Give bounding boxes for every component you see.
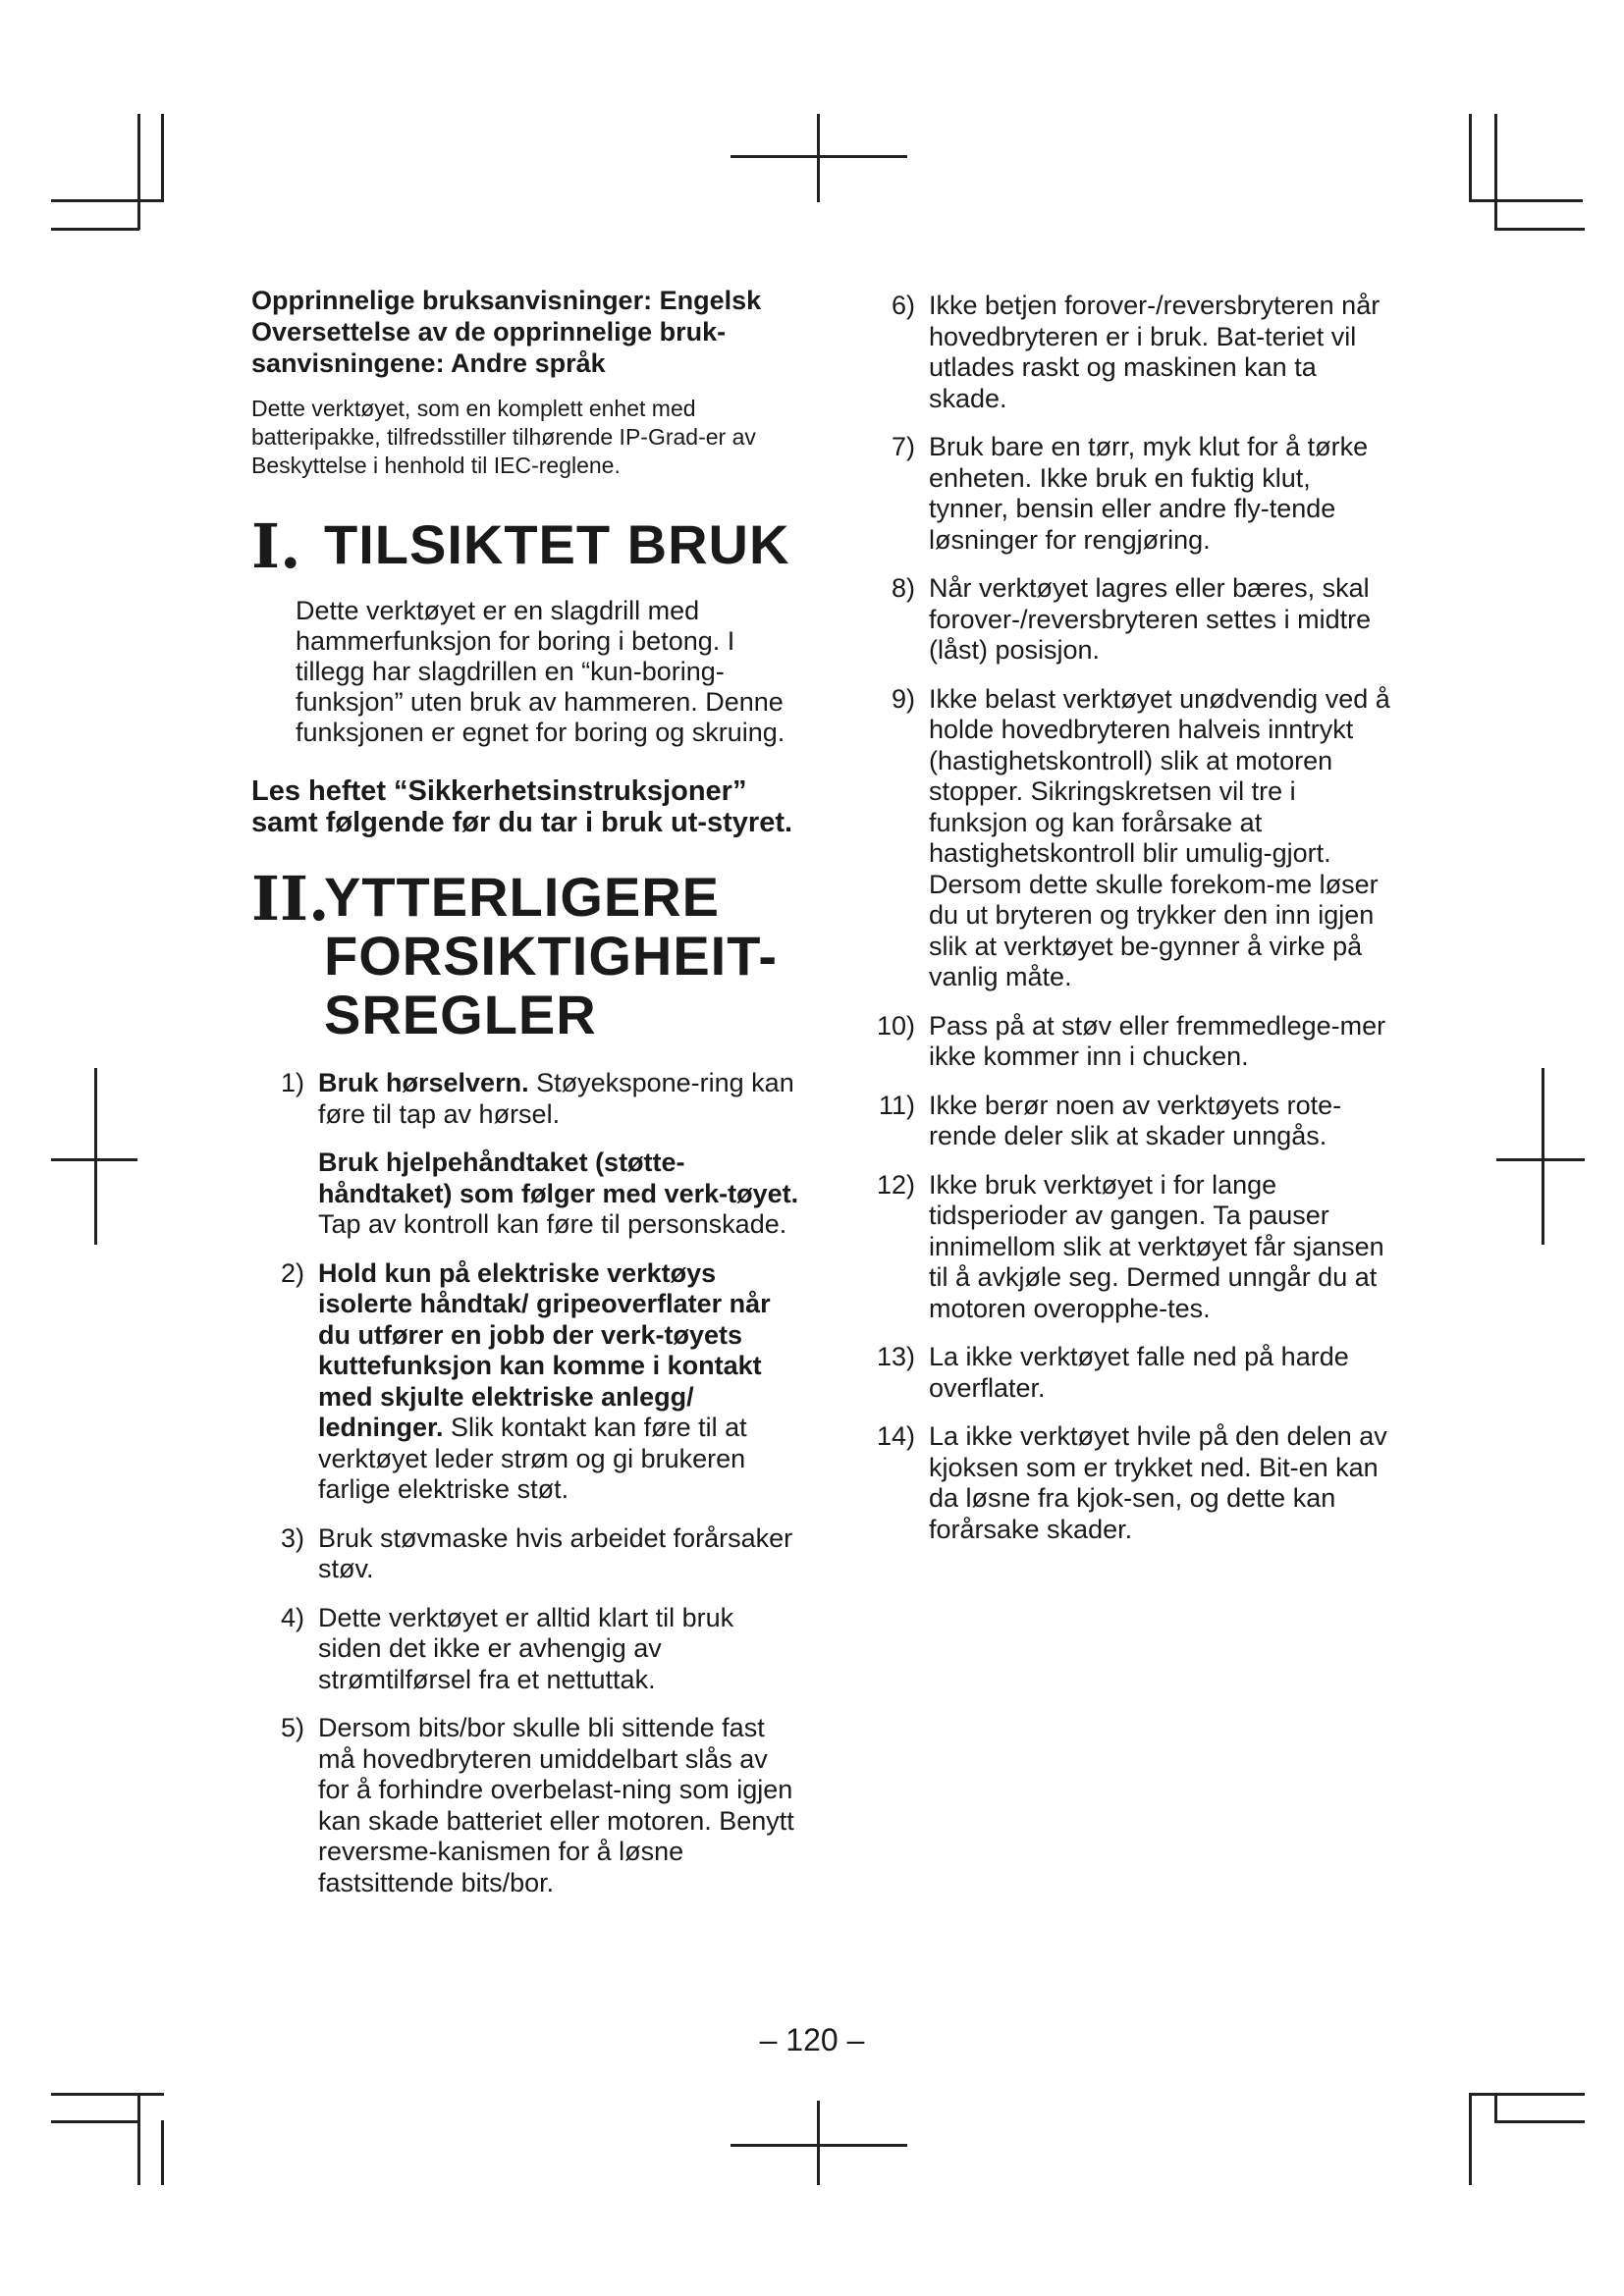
registration-mark xyxy=(1542,1068,1544,1245)
header-line: Opprinnelige bruksanvisninger: Engelsk xyxy=(251,286,762,315)
item-number: 8) xyxy=(891,573,915,603)
crop-mark xyxy=(1494,114,1497,230)
crop-mark xyxy=(161,114,164,202)
section-title: TILSIKTET BRUK xyxy=(324,513,790,575)
item-number: 4) xyxy=(280,1602,304,1632)
section-heading-precautions xyxy=(251,863,801,1045)
crop-mark xyxy=(1494,2120,1585,2123)
list-item xyxy=(860,573,1390,667)
registration-mark xyxy=(1496,1158,1585,1161)
item-number: 6) xyxy=(891,291,915,320)
intro-paragraph: Dette verktøyet, som en komplett enhet med batteripakke, tilfredsstiller tilhørende IP-Grad-er av Beskyttelse i henhold til IEC-reglene. xyxy=(251,396,756,478)
item-text: Ikke belast verktøyet unødvendig ved å holde hovedbryteren halveis inntrykt (hastighetskontroll) slik at motoren stopper. Sikringskretsen vil tre i funksjon og kan forårsake at hastighetskontroll blir umulig-gjort. Dersom dette skulle forekom-me løser du ut bryteren og trykker den inn igjen slik at verktøyet be-gynner å virke på vanlig måte. xyxy=(929,683,1390,991)
crop-mark xyxy=(1469,2093,1472,2185)
item-text: Ikke bruk verktøyet i for lange tidsperioder av gangen. Ta pauser innimellom slik at verktøyet får sjansen til å avkjøle seg. Dermed unngår du at motoren overopphe-tes. xyxy=(929,1169,1384,1323)
section-numeral: II. xyxy=(251,863,330,934)
crop-mark xyxy=(1494,228,1585,231)
title-line: YTTERLIGERE xyxy=(324,866,721,928)
list-item xyxy=(860,1421,1390,1545)
item-lead: Bruk hjelpehåndtaket (støtte-håndtaket) som følger med verk-tøyet. xyxy=(318,1148,799,1208)
precautions-list-continued xyxy=(860,291,1390,1545)
crop-mark xyxy=(1494,2093,1497,2120)
section-numeral: I. xyxy=(251,510,301,582)
item-number: 2) xyxy=(280,1257,304,1288)
item-text: Dette verktøyet er alltid klart til bruk siden det ikke er avhengig av strømtilførsel fra et nettuttak. xyxy=(318,1602,734,1694)
title-line: SREGLER xyxy=(324,984,597,1045)
list-item xyxy=(251,1713,801,1898)
list-item xyxy=(251,1523,801,1585)
header-line: Oversettelse av de opprinnelige bruk- xyxy=(251,317,727,347)
item-text: La ikke verktøyet falle ned på harde overflater. xyxy=(929,1342,1349,1403)
item-number: 3) xyxy=(280,1522,304,1553)
list-item xyxy=(860,684,1390,993)
crop-mark xyxy=(137,2093,140,2185)
list-item xyxy=(860,1091,1390,1152)
item-number: 1) xyxy=(280,1068,304,1097)
item-body: Støyekspone-ring kan føre til tap av hørsel. xyxy=(318,1068,794,1129)
item-text xyxy=(318,1258,801,1506)
item-body: Tap av kontroll kan føre til personskade. xyxy=(318,1209,787,1239)
item-text: Når verktøyet lagres eller bæres, skal forover-/reversbryteren settes i midtre (låst) posisjon. xyxy=(929,573,1372,665)
left-column xyxy=(251,285,801,1916)
section-title xyxy=(324,868,778,1044)
list-item xyxy=(251,1258,801,1506)
list-item xyxy=(251,1148,801,1241)
section-heading-intended-use xyxy=(251,510,801,582)
item-text: Bruk bare en tørr, myk klut for å tørke enheten. Ikke bruk en fuktig klut, tynner, bensin eller andre fly-tende løsninger for rengjøring. xyxy=(929,432,1369,555)
item-text: Dersom bits/bor skulle bli sittende fast må hovedbryteren umiddelbart slås av for å forhindre overbelast-ning som igjen kan skade batteriet eller motoren. Benytt reversme-kanismen for å løsne fastsittende bits/bor. xyxy=(318,1713,794,1897)
registration-mark xyxy=(817,114,820,202)
list-item xyxy=(251,1603,801,1696)
list-item xyxy=(860,1170,1390,1325)
crop-mark xyxy=(51,2120,139,2123)
item-body: Slik kontakt kan føre til at verktøyet leder strøm og gi brukeren farlige elektriske støt. xyxy=(318,1413,747,1504)
precautions-list xyxy=(251,1068,801,1898)
item-text: Ikke betjen forover-/reversbryteren når hovedbryteren er i bruk. Bat-teriet vil utlades raskt og maskinen kan ta skade. xyxy=(929,291,1380,413)
list-item xyxy=(860,1011,1390,1073)
crop-mark xyxy=(1469,2093,1585,2096)
list-item xyxy=(860,432,1390,556)
item-text: La ikke verktøyet hvile på den delen av kjoksen som er trykket ned. Bit-en kan da løsne fra kjok-sen, og dette kan forårsake skader. xyxy=(929,1421,1387,1544)
item-lead: Bruk hørselvern. xyxy=(318,1068,529,1097)
list-item xyxy=(860,1342,1390,1404)
item-text: Pass på at støv eller fremmedlege-mer ikke kommer inn i chucken. xyxy=(929,1010,1386,1071)
list-item xyxy=(251,1068,801,1130)
warning-note: Les heftet “Sikkerhetsinstruksjoner” samt følgende før du tar i bruk ut-styret. xyxy=(251,775,793,838)
item-number: 7) xyxy=(891,432,915,461)
crop-mark xyxy=(1469,114,1472,202)
registration-mark xyxy=(94,1068,97,1245)
page-number: – 120 – xyxy=(759,2022,865,2057)
section-body: Dette verktøyet er en slagdrill med hammerfunksjon for boring i betong. I tillegg har slagdrillen en “kun-boring-funksjon” uten bruk av hammeren. Denne funksjonen er egnet for boring og skruing. xyxy=(296,596,785,747)
document-header xyxy=(251,285,801,379)
crop-mark xyxy=(51,199,164,202)
crop-mark xyxy=(161,2120,164,2185)
item-text: Ikke berør noen av verktøyets rote-rende deler slik at skader unngås. xyxy=(929,1090,1342,1150)
item-number: 13) xyxy=(876,1342,915,1371)
item-text: Bruk støvmaske hvis arbeidet forårsaker støv. xyxy=(318,1522,793,1583)
item-number: 14) xyxy=(876,1421,915,1451)
crop-mark xyxy=(1469,199,1583,202)
header-line: sanvisningene: Andre språk xyxy=(251,348,606,378)
title-line: FORSIKTIGHEIT- xyxy=(324,925,778,987)
registration-mark xyxy=(817,2101,820,2185)
item-number xyxy=(251,1148,318,1241)
crop-mark xyxy=(51,2093,164,2096)
item-number: 12) xyxy=(876,1169,915,1200)
item-number: 9) xyxy=(891,683,915,714)
crop-mark xyxy=(51,228,139,231)
item-number: 10) xyxy=(876,1010,915,1041)
crop-mark xyxy=(137,114,140,230)
item-number: 11) xyxy=(878,1090,915,1120)
list-item xyxy=(860,291,1390,414)
item-lead: Hold kun på elektriske verktøys isolerte håndtak/ gripeoverflater når du utfører en jobb der verk-tøyets kuttefunksjon kan komme i kontakt med skjulte elektriske anlegg/ ledninger. xyxy=(318,1257,771,1442)
item-number: 5) xyxy=(280,1713,304,1742)
item-text xyxy=(318,1068,801,1130)
right-column xyxy=(860,291,1390,1563)
item-text xyxy=(318,1148,801,1241)
